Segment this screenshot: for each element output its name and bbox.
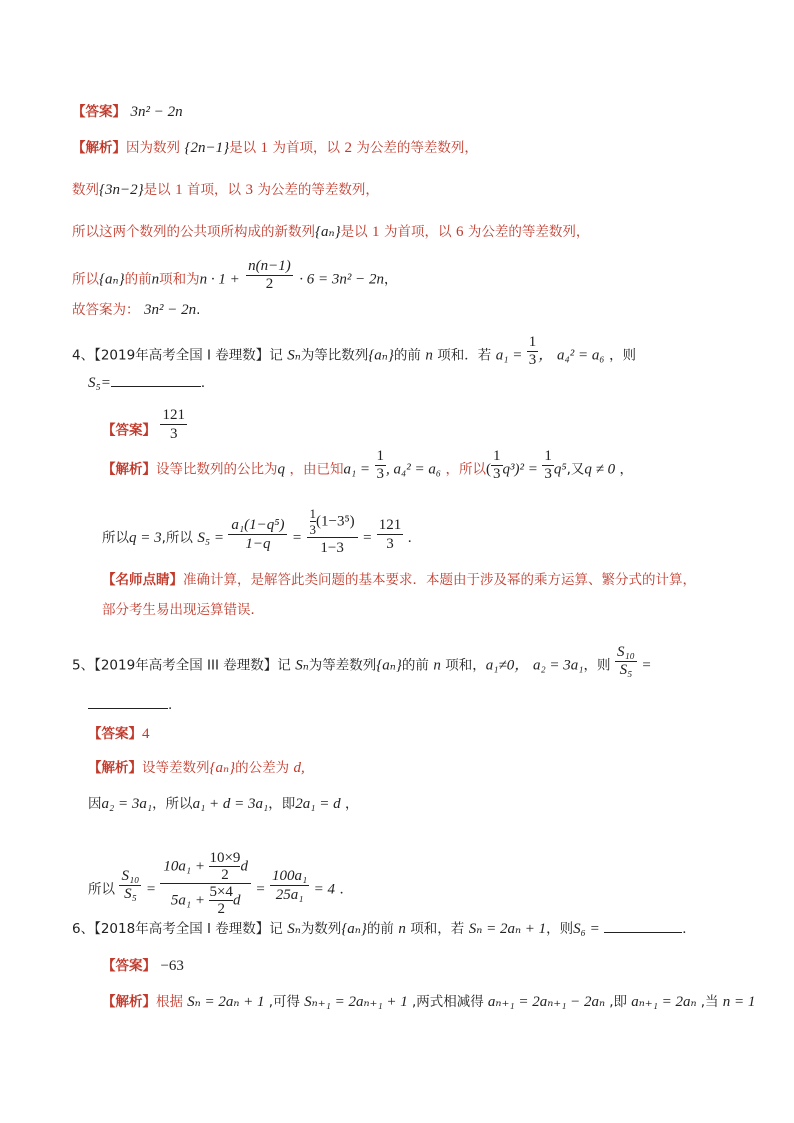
fraction-denominator: 3 bbox=[544, 466, 552, 482]
text: 部分考生易出现运算错误． bbox=[102, 602, 264, 618]
question-number: 5、 bbox=[72, 657, 95, 674]
fraction-denominator: 3 bbox=[528, 352, 537, 368]
text: 为首项，以 bbox=[272, 140, 340, 156]
fraction bbox=[615, 644, 637, 679]
math-expr: = bbox=[641, 657, 652, 674]
math-expr: aₙ₊₁ = 2aₙ₊₁ − 2aₙ bbox=[487, 994, 606, 1010]
math-var: Sₙ bbox=[287, 347, 301, 364]
q3-analysis-line-4 bbox=[72, 258, 398, 297]
q4-stem bbox=[72, 334, 637, 373]
math-expr: {aₙ} bbox=[368, 347, 394, 364]
math-var: d bbox=[232, 892, 241, 909]
question-source: 【2018年高考全国 I 卷理数】 bbox=[94, 921, 270, 937]
text: ，即 bbox=[268, 796, 296, 812]
text: 项和，若 bbox=[410, 921, 465, 937]
math-expr: q⁵ bbox=[553, 461, 567, 478]
q5-analysis-line-3 bbox=[88, 850, 353, 923]
math-expr: (1−3⁵) bbox=[316, 513, 355, 530]
q4-ask bbox=[88, 372, 214, 393]
math-expr: {aₙ} bbox=[376, 657, 402, 674]
text: ,可得 bbox=[268, 994, 300, 1010]
text: 为公差的等差数列， bbox=[467, 224, 590, 240]
text: ,所以 bbox=[161, 530, 193, 546]
math-expr: Sₙ₊₁ = 2aₙ₊₁ + 1 bbox=[304, 994, 408, 1010]
fraction-denominator: 3 bbox=[376, 466, 384, 482]
math-expr: a₁ + d = 3a₁ bbox=[192, 796, 269, 812]
answer-blank[interactable] bbox=[111, 372, 201, 387]
math-var: n bbox=[425, 347, 433, 364]
fraction-numerator: n(n−1) bbox=[248, 258, 291, 274]
q4-analysis-line-1 bbox=[102, 448, 634, 487]
math-number: 2 bbox=[344, 140, 352, 156]
fraction bbox=[246, 258, 293, 293]
fraction-numerator: 10×9 bbox=[209, 850, 241, 866]
math-expr: , a₄² = a₆ bbox=[386, 461, 442, 478]
q4-answer bbox=[102, 407, 187, 449]
complex-fraction bbox=[160, 850, 251, 917]
math-expr: q ≠ 0 bbox=[584, 461, 616, 478]
text: ，所以 bbox=[445, 461, 487, 478]
text: ，则 bbox=[609, 347, 637, 364]
math-expr: a₁ = bbox=[495, 347, 523, 364]
text: 所以 bbox=[102, 530, 129, 546]
fraction bbox=[209, 850, 240, 883]
math-var: Sₙ bbox=[295, 657, 309, 674]
math-var: d, bbox=[293, 760, 305, 776]
math-expr: = 4 bbox=[313, 881, 336, 898]
text: 所以 bbox=[88, 881, 115, 898]
q5-answer bbox=[88, 724, 150, 744]
fraction-numerator: S₁₀ bbox=[121, 868, 140, 884]
text: 设等差数列 bbox=[142, 760, 210, 776]
fraction-numerator bbox=[160, 850, 251, 884]
math-var: n bbox=[433, 657, 441, 674]
math-expr: n · 1 + bbox=[199, 271, 240, 288]
math-expr: q = 3 bbox=[129, 530, 162, 546]
text: 是以 bbox=[340, 224, 368, 240]
math-expr: 3n² − 2n bbox=[143, 302, 197, 318]
math-expr: 2a₁ = d bbox=[295, 796, 341, 812]
text: 记 bbox=[269, 921, 283, 937]
text: ， bbox=[383, 271, 398, 288]
answer-tag: 【答案】 bbox=[102, 422, 156, 439]
math-expr: 5a₁ + bbox=[170, 892, 206, 909]
text: 是以 bbox=[229, 140, 257, 156]
text: 根据 bbox=[156, 994, 183, 1010]
text: ，由已知 bbox=[289, 461, 344, 478]
fraction-numerator: 1 bbox=[528, 334, 537, 350]
text: ， bbox=[345, 796, 359, 812]
answer-tag: 【答案】 bbox=[88, 726, 142, 742]
fraction-numerator: 1 bbox=[309, 506, 316, 521]
q4-analysis-line-2 bbox=[102, 506, 422, 564]
fraction-denominator: 2 bbox=[217, 901, 225, 917]
fraction bbox=[209, 884, 232, 917]
math-expr: ， a₄² = a₆ bbox=[538, 347, 605, 364]
math-expr: S₅ = bbox=[197, 530, 224, 546]
math-number: 1 bbox=[372, 224, 380, 240]
fraction-numerator: 1 bbox=[544, 448, 552, 464]
fraction bbox=[542, 448, 554, 483]
q5-analysis-line-1 bbox=[88, 758, 305, 778]
math-expr: Sₙ = 2aₙ + 1 bbox=[468, 921, 547, 937]
q6-stem bbox=[72, 918, 696, 939]
fraction-numerator: 100a₁ bbox=[271, 868, 308, 884]
analysis-tag: 【解析】 bbox=[88, 760, 142, 776]
text: ，则 bbox=[546, 921, 574, 937]
fraction-denominator: 3 bbox=[169, 426, 178, 442]
fraction-denominator: 3 bbox=[386, 535, 394, 552]
text: ,即 bbox=[609, 994, 628, 1010]
math-var: n bbox=[151, 271, 160, 288]
math-number: 1 bbox=[175, 182, 183, 198]
fraction-denominator: S₅ bbox=[124, 886, 137, 902]
fraction-denominator: 2 bbox=[221, 867, 229, 883]
answer-tag: 【答案】 bbox=[102, 958, 156, 974]
q3-analysis-line-2 bbox=[72, 180, 379, 200]
text: ,当 bbox=[700, 994, 719, 1010]
answer-value: 4 bbox=[142, 726, 150, 742]
text: 为首项，以 bbox=[383, 224, 452, 240]
text: 记 bbox=[269, 347, 283, 364]
analysis-tag: 【解析】 bbox=[72, 140, 126, 156]
fraction-denominator: 3 bbox=[309, 522, 316, 537]
answer-blank[interactable] bbox=[604, 918, 682, 933]
math-expr: ( bbox=[486, 461, 492, 478]
q5-blank-line bbox=[88, 694, 172, 715]
text: 为数列 bbox=[300, 921, 342, 937]
text: 的前 bbox=[393, 347, 421, 364]
fraction-numerator bbox=[307, 506, 358, 538]
answer-value: −63 bbox=[160, 958, 184, 974]
text: 记 bbox=[277, 657, 291, 674]
analysis-tag: 【解析】 bbox=[102, 461, 156, 478]
math-expr: a₁≠0， a₂ = 3a₁ bbox=[485, 657, 584, 674]
fraction-denominator: 25a₁ bbox=[275, 887, 304, 903]
fraction-denominator: 1−3 bbox=[320, 540, 344, 556]
math-expr: {3n−2} bbox=[99, 182, 144, 198]
text: 所以 bbox=[72, 271, 99, 288]
math-expr: = bbox=[255, 881, 266, 898]
q3-answer-expr: 3n² − 2n bbox=[130, 104, 183, 120]
fraction bbox=[491, 448, 503, 483]
q4-teacher-line-2 bbox=[102, 600, 264, 620]
answer-tag: 【答案】 bbox=[72, 104, 126, 120]
fraction bbox=[160, 406, 187, 443]
text: 项和．若 bbox=[437, 347, 492, 364]
math-expr: = bbox=[145, 881, 156, 898]
math-number: 6 bbox=[455, 224, 464, 240]
math-var: n bbox=[398, 921, 406, 937]
math-var: Sₙ bbox=[287, 921, 301, 937]
text: 的前 bbox=[366, 921, 394, 937]
math-number: 3 bbox=[245, 182, 253, 198]
fraction-denominator bbox=[160, 884, 251, 917]
text: 的前 bbox=[401, 657, 429, 674]
text: ,两式相减得 bbox=[411, 994, 484, 1010]
q3-analysis-line-1 bbox=[72, 138, 478, 158]
fraction bbox=[377, 516, 404, 553]
question-source: 【2019年高考全国 I 卷理数】 bbox=[94, 347, 270, 364]
math-expr: · 6 = 3n² − 2n bbox=[299, 271, 384, 288]
text: 的公差为 bbox=[235, 760, 290, 776]
fraction-numerator: 121 bbox=[162, 407, 185, 423]
math-expr: {2n−1} bbox=[184, 140, 230, 156]
math-expr: n = 1 bbox=[722, 994, 756, 1010]
fraction-numerator: S₁₀ bbox=[616, 644, 635, 660]
text: ，所以 bbox=[152, 796, 193, 812]
fraction bbox=[270, 867, 309, 904]
math-expr: 10a₁ + bbox=[163, 858, 206, 875]
text: 首项，以 bbox=[187, 182, 242, 198]
math-expr: {aₙ} bbox=[209, 760, 236, 776]
math-expr: {aₙ} bbox=[99, 271, 125, 288]
text: 项和， bbox=[445, 657, 486, 674]
q6-answer bbox=[102, 956, 184, 976]
text: 设等比数列的公比为 bbox=[156, 461, 278, 478]
text: 为公差的等差数列， bbox=[257, 182, 379, 198]
fraction-denominator: 3 bbox=[493, 466, 501, 482]
q3-answer-line bbox=[72, 102, 183, 122]
teacher-tag: 【名师点睛】 bbox=[102, 572, 183, 588]
question-number: 4、 bbox=[72, 347, 95, 364]
fraction bbox=[375, 448, 387, 483]
text: 数列 bbox=[72, 182, 99, 198]
text: 准确计算，是解答此类问题的基本要求．本题由于涉及幂的乘方运算、繁分式的计算， bbox=[183, 572, 696, 588]
text: 项和为 bbox=[159, 271, 200, 288]
text: . bbox=[196, 302, 201, 318]
text: 所以这两个数列的公共项所构成的新数列 bbox=[72, 224, 315, 240]
text: ． bbox=[339, 881, 353, 898]
fraction-numerator: 1 bbox=[376, 448, 384, 464]
math-expr: S₆ = bbox=[573, 921, 600, 937]
fraction-numerator: a₁(1−q⁵) bbox=[228, 516, 287, 535]
q3-analysis-line-5 bbox=[72, 300, 200, 320]
answer-blank[interactable] bbox=[88, 694, 168, 709]
text: . bbox=[168, 697, 173, 713]
text: 的前 bbox=[124, 271, 152, 288]
q4-teacher-line-1 bbox=[102, 570, 696, 590]
fraction-numerator: 5×4 bbox=[209, 884, 233, 900]
text: 为等差数列 bbox=[308, 657, 377, 674]
math-expr: {aₙ} bbox=[315, 224, 341, 240]
q6-analysis-line-1 bbox=[102, 992, 755, 1013]
question-number: 6、 bbox=[72, 921, 95, 937]
text: ． bbox=[682, 921, 696, 937]
complex-fraction bbox=[307, 506, 358, 558]
math-var: d bbox=[240, 858, 248, 875]
math-expr: a₁ = bbox=[343, 461, 371, 478]
text: ， bbox=[619, 461, 634, 478]
math-expr: = bbox=[362, 530, 373, 546]
analysis-tag: 【解析】 bbox=[102, 994, 156, 1010]
math-expr: = bbox=[291, 530, 303, 546]
math-expr: a₂ = 3a₁ bbox=[101, 796, 153, 812]
text: 为公差的等差数列， bbox=[356, 140, 478, 156]
fraction-denominator: 2 bbox=[265, 276, 274, 292]
math-expr: q³)² = bbox=[502, 461, 538, 478]
text: 为等比数列 bbox=[300, 347, 369, 364]
math-expr: aₙ₊₁ = 2aₙ bbox=[631, 994, 697, 1010]
question-source: 【2019年高考全国 III 卷理数】 bbox=[94, 657, 278, 674]
math-expr: Sₙ = 2aₙ + 1 bbox=[187, 994, 265, 1010]
math-expr: S₅= bbox=[88, 375, 111, 391]
text: 故答案为： bbox=[72, 302, 140, 318]
text: ． bbox=[407, 530, 422, 546]
math-number: 1 bbox=[260, 140, 269, 156]
text: ,又 bbox=[566, 461, 585, 478]
fraction-denominator: S₅ bbox=[619, 662, 633, 678]
q3-analysis-line-3 bbox=[72, 222, 589, 242]
q5-stem bbox=[72, 644, 652, 683]
fraction-numerator: 1 bbox=[493, 448, 501, 464]
text: 因 bbox=[88, 796, 102, 812]
text: ，则 bbox=[583, 657, 611, 674]
text: ． bbox=[200, 375, 215, 391]
math-expr: {aₙ} bbox=[341, 921, 367, 937]
fraction-denominator: 1−q bbox=[245, 535, 271, 552]
q5-analysis-line-2 bbox=[88, 794, 359, 814]
text: 因为数列 bbox=[126, 140, 180, 156]
fraction bbox=[228, 516, 287, 553]
fraction bbox=[119, 868, 141, 903]
fraction-numerator: 121 bbox=[378, 516, 402, 533]
fraction bbox=[527, 334, 539, 369]
math-var: q bbox=[277, 461, 285, 478]
text: 是以 bbox=[143, 182, 171, 198]
